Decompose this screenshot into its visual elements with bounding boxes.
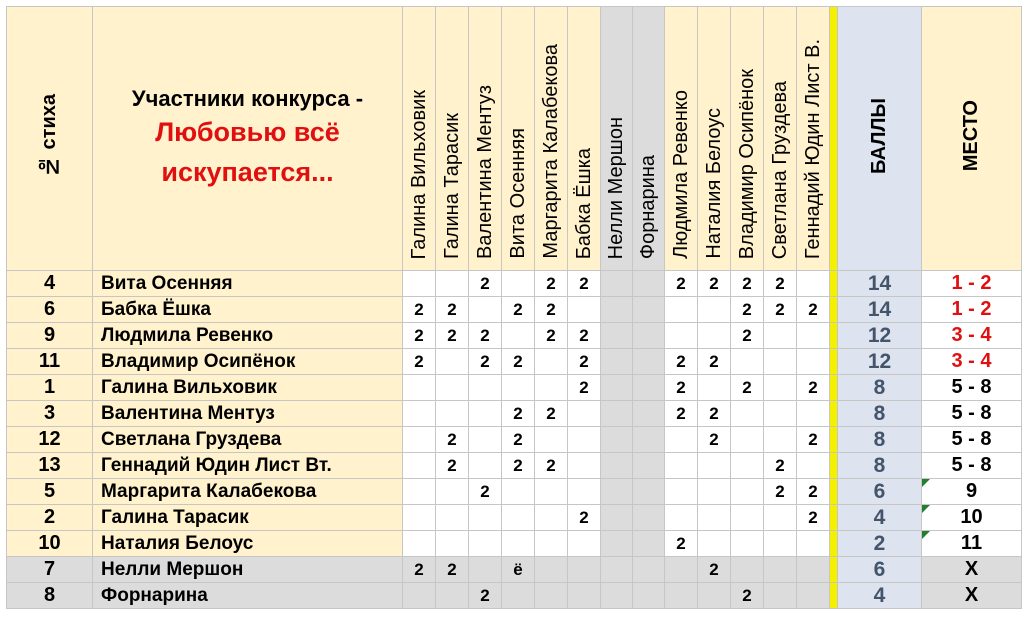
vote-cell (601, 453, 633, 479)
vote-cell: 2 (502, 401, 535, 427)
vote-cell (698, 531, 731, 557)
place-cell (922, 557, 1022, 583)
vote-cell (633, 323, 665, 349)
place-cell (922, 271, 1022, 297)
vote-cell: 2 (403, 297, 436, 323)
vote-cell (698, 323, 731, 349)
vote-cell (698, 583, 731, 609)
vote-cell (502, 375, 535, 401)
place-value: X (964, 584, 979, 606)
place-value: 10 (960, 506, 983, 528)
poem-number: 2 (7, 505, 93, 531)
vote-cell (469, 453, 502, 479)
separator-cell (830, 505, 838, 531)
vote-cell: 2 (764, 479, 797, 505)
separator-cell (830, 557, 838, 583)
score-cell: 4 (838, 583, 922, 609)
vote-cell (764, 375, 797, 401)
score-header: БАЛЛЫ (838, 7, 922, 271)
vote-cell (436, 375, 469, 401)
vote-cell (633, 583, 665, 609)
vote-cell: 2 (568, 505, 601, 531)
vote-cell (535, 583, 568, 609)
vote-cell: 2 (535, 271, 568, 297)
vote-cell: 2 (469, 349, 502, 375)
vote-cell (502, 271, 535, 297)
table-row (7, 323, 1022, 349)
vote-cell (731, 401, 764, 427)
vote-cell: 2 (403, 349, 436, 375)
judge-header: Галина Тарасик (436, 7, 469, 271)
table-row (7, 375, 1022, 401)
judge-header: Бабка Ёшка (568, 7, 601, 271)
participant-name: Людмила Ревенко (93, 323, 403, 349)
poem-number: 9 (7, 323, 93, 349)
participant-name: Бабка Ёшка (93, 297, 403, 323)
results-table (6, 6, 1022, 609)
vote-cell: 2 (436, 323, 469, 349)
score-cell: 8 (838, 375, 922, 401)
vote-cell (535, 427, 568, 453)
vote-cell: 2 (502, 297, 535, 323)
vote-cell (436, 531, 469, 557)
table-row (7, 531, 1022, 557)
vote-cell (502, 479, 535, 505)
participant-name: Галина Тарасик (93, 505, 403, 531)
vote-cell (535, 505, 568, 531)
vote-cell: 2 (731, 271, 764, 297)
table-row (7, 557, 1022, 583)
vote-cell (469, 375, 502, 401)
vote-cell (797, 271, 830, 297)
contest-title-line2: Любовью всё (155, 116, 340, 147)
vote-cell (731, 557, 764, 583)
vote-cell (502, 531, 535, 557)
separator-cell (830, 349, 838, 375)
score-cell: 8 (838, 401, 922, 427)
vote-cell (568, 479, 601, 505)
place-value: 9 (965, 480, 978, 502)
vote-cell (601, 479, 633, 505)
vote-cell (469, 297, 502, 323)
vote-cell: 2 (764, 453, 797, 479)
vote-cell (601, 427, 633, 453)
poem-number: 13 (7, 453, 93, 479)
vote-cell: 2 (665, 349, 698, 375)
vote-cell (797, 401, 830, 427)
vote-cell (633, 479, 665, 505)
vote-cell (601, 297, 633, 323)
vote-cell: 2 (403, 323, 436, 349)
vote-cell (633, 557, 665, 583)
vote-cell: 2 (469, 323, 502, 349)
vote-cell: 2 (698, 271, 731, 297)
poem-number: 7 (7, 557, 93, 583)
vote-cell (502, 583, 535, 609)
vote-cell (502, 505, 535, 531)
vote-cell (436, 271, 469, 297)
vote-cell (633, 531, 665, 557)
vote-cell (403, 479, 436, 505)
poem-number: 8 (7, 583, 93, 609)
vote-cell: 2 (436, 453, 469, 479)
vote-cell (469, 401, 502, 427)
vote-cell (469, 427, 502, 453)
place-cell (922, 583, 1022, 609)
table-row (7, 583, 1022, 609)
separator-cell (830, 583, 838, 609)
separator-cell (830, 401, 838, 427)
vote-cell (797, 349, 830, 375)
vote-cell (601, 271, 633, 297)
vote-cell (568, 531, 601, 557)
judge-header: Геннадий Юдин Лист В. (797, 7, 830, 271)
place-cell (922, 401, 1022, 427)
vote-cell (403, 375, 436, 401)
vote-cell: 2 (502, 349, 535, 375)
score-cell: 12 (838, 349, 922, 375)
vote-cell (764, 531, 797, 557)
vote-cell: 2 (502, 427, 535, 453)
vote-cell: 2 (698, 427, 731, 453)
vote-cell (601, 557, 633, 583)
contest-title-line1: Участники конкурса - (131, 85, 364, 111)
participant-name: Светлана Груздева (93, 427, 403, 453)
vote-cell: 2 (436, 427, 469, 453)
vote-cell: 2 (568, 323, 601, 349)
place-cell (922, 297, 1022, 323)
place-value: 5 - 8 (951, 454, 992, 476)
vote-cell: 2 (797, 375, 830, 401)
vote-cell: 2 (502, 453, 535, 479)
comment-marker-icon (922, 479, 930, 487)
participant-name: Наталия Белоус (93, 531, 403, 557)
vote-cell (633, 505, 665, 531)
vote-cell (665, 505, 698, 531)
vote-cell (633, 401, 665, 427)
separator-cell (830, 427, 838, 453)
vote-cell (403, 401, 436, 427)
place-value: 5 - 8 (951, 376, 992, 398)
place-cell (922, 375, 1022, 401)
vote-cell: 2 (436, 557, 469, 583)
vote-cell: 2 (436, 297, 469, 323)
judge-header: Форнарина (633, 7, 665, 271)
vote-cell (436, 505, 469, 531)
vote-cell (403, 427, 436, 453)
table-row (7, 349, 1022, 375)
vote-cell (764, 557, 797, 583)
place-cell (922, 531, 1022, 557)
vote-cell: 2 (469, 583, 502, 609)
vote-cell: 2 (535, 401, 568, 427)
vote-cell: 2 (665, 401, 698, 427)
vote-cell (731, 479, 764, 505)
participant-name: Маргарита Калабекова (93, 479, 403, 505)
vote-cell (403, 531, 436, 557)
vote-cell (797, 583, 830, 609)
vote-cell: 2 (797, 479, 830, 505)
vote-cell: 2 (535, 297, 568, 323)
judge-header: Владимир Осипёнок (731, 7, 764, 271)
vote-cell: 2 (568, 375, 601, 401)
vote-cell (698, 375, 731, 401)
vote-cell: 2 (535, 453, 568, 479)
separator-cell (830, 297, 838, 323)
vote-cell (665, 427, 698, 453)
poem-number: 4 (7, 271, 93, 297)
table-row (7, 297, 1022, 323)
place-value: 1 - 2 (951, 298, 992, 320)
vote-cell: 2 (469, 479, 502, 505)
score-cell: 2 (838, 531, 922, 557)
vote-cell (665, 479, 698, 505)
vote-cell: 2 (535, 323, 568, 349)
score-cell: 12 (838, 323, 922, 349)
vote-cell (731, 453, 764, 479)
vote-cell (731, 505, 764, 531)
table-row (7, 505, 1022, 531)
comment-marker-icon (922, 505, 930, 513)
participant-name: Нелли Мершон (93, 557, 403, 583)
vote-cell (403, 453, 436, 479)
separator-cell (830, 271, 838, 297)
separator-cell (830, 453, 838, 479)
vote-cell (403, 583, 436, 609)
vote-cell: 2 (764, 271, 797, 297)
vote-cell: 2 (469, 271, 502, 297)
vote-cell: 2 (731, 583, 764, 609)
vote-cell (633, 297, 665, 323)
vote-cell (568, 401, 601, 427)
vote-cell (665, 323, 698, 349)
vote-cell: 2 (698, 557, 731, 583)
vote-cell (665, 453, 698, 479)
vote-cell (535, 375, 568, 401)
vote-cell (568, 557, 601, 583)
place-header: МЕСТО (922, 7, 1022, 271)
participant-name: Вита Осенняя (93, 271, 403, 297)
vote-cell (535, 557, 568, 583)
separator-cell (830, 479, 838, 505)
vote-cell (764, 349, 797, 375)
place-cell (922, 453, 1022, 479)
vote-cell (797, 323, 830, 349)
vote-cell: 2 (731, 323, 764, 349)
poem-number: 12 (7, 427, 93, 453)
place-value: 3 - 4 (951, 350, 992, 372)
vote-cell (568, 453, 601, 479)
vote-cell: 2 (665, 531, 698, 557)
vote-cell (764, 401, 797, 427)
vote-cell: 2 (797, 297, 830, 323)
vote-cell: 2 (665, 375, 698, 401)
vote-cell (436, 401, 469, 427)
vote-cell (665, 557, 698, 583)
place-cell (922, 479, 1022, 505)
vote-cell: ё (502, 557, 535, 583)
vote-cell (601, 505, 633, 531)
vote-cell (764, 583, 797, 609)
score-cell: 6 (838, 479, 922, 505)
vote-cell (633, 375, 665, 401)
vote-cell (633, 427, 665, 453)
poem-number: 3 (7, 401, 93, 427)
vote-cell (633, 271, 665, 297)
vote-cell (731, 427, 764, 453)
place-value: 3 - 4 (951, 324, 992, 346)
vote-cell (469, 531, 502, 557)
poem-number: 11 (7, 349, 93, 375)
separator-cell (830, 531, 838, 557)
score-cell: 14 (838, 271, 922, 297)
place-cell (922, 323, 1022, 349)
vote-cell: 2 (731, 375, 764, 401)
separator-column (830, 7, 838, 271)
vote-cell (436, 583, 469, 609)
vote-cell (764, 323, 797, 349)
vote-cell (764, 505, 797, 531)
vote-cell (665, 297, 698, 323)
place-cell (922, 349, 1022, 375)
vote-cell (698, 453, 731, 479)
vote-cell (403, 271, 436, 297)
vote-cell (601, 323, 633, 349)
participant-name: Галина Вильховик (93, 375, 403, 401)
separator-cell (830, 375, 838, 401)
vote-cell (502, 323, 535, 349)
judge-header: Нелли Мершон (601, 7, 633, 271)
poem-number: 1 (7, 375, 93, 401)
table-row (7, 401, 1022, 427)
vote-cell: 2 (698, 349, 731, 375)
score-cell: 8 (838, 453, 922, 479)
comment-marker-icon (922, 531, 930, 539)
score-cell: 14 (838, 297, 922, 323)
vote-cell (731, 349, 764, 375)
place-value: X (964, 558, 979, 580)
judge-header: Галина Вильховик (403, 7, 436, 271)
vote-cell: 2 (764, 297, 797, 323)
vote-cell (568, 297, 601, 323)
judge-header: Вита Осенняя (502, 7, 535, 271)
vote-cell: 2 (797, 505, 830, 531)
vote-cell: 2 (698, 401, 731, 427)
place-value: 5 - 8 (951, 428, 992, 450)
vote-cell (698, 479, 731, 505)
place-cell (922, 505, 1022, 531)
table-row (7, 427, 1022, 453)
vote-cell: 2 (568, 349, 601, 375)
table-row (7, 479, 1022, 505)
participant-name: Форнарина (93, 583, 403, 609)
poem-number: 5 (7, 479, 93, 505)
vote-cell (403, 505, 436, 531)
score-cell: 6 (838, 557, 922, 583)
judge-header: Валентина Ментуз (469, 7, 502, 271)
score-cell: 4 (838, 505, 922, 531)
vote-cell (731, 531, 764, 557)
vote-cell (601, 531, 633, 557)
place-value: 1 - 2 (951, 272, 992, 294)
vote-cell: 2 (568, 271, 601, 297)
score-cell: 8 (838, 427, 922, 453)
vote-cell (535, 479, 568, 505)
vote-cell (601, 375, 633, 401)
vote-cell (764, 427, 797, 453)
contest-title (93, 7, 403, 271)
vote-cell (568, 427, 601, 453)
poem-number-header: № стиха (7, 7, 93, 271)
vote-cell (797, 531, 830, 557)
vote-cell (436, 349, 469, 375)
judge-header: Наталия Белоус (698, 7, 731, 271)
vote-cell (698, 297, 731, 323)
vote-cell (797, 453, 830, 479)
vote-cell (469, 505, 502, 531)
judge-header: Маргарита Калабекова (535, 7, 568, 271)
judge-header: Светлана Груздева (764, 7, 797, 271)
vote-cell (797, 557, 830, 583)
separator-cell (830, 323, 838, 349)
vote-cell: 2 (665, 271, 698, 297)
vote-cell (535, 349, 568, 375)
vote-cell: 2 (403, 557, 436, 583)
table-row (7, 453, 1022, 479)
poem-number: 6 (7, 297, 93, 323)
vote-cell (469, 557, 502, 583)
participant-name: Валентина Ментуз (93, 401, 403, 427)
vote-cell: 2 (797, 427, 830, 453)
vote-cell: 2 (731, 297, 764, 323)
poem-number: 10 (7, 531, 93, 557)
contest-title-line3: искупается... (161, 156, 334, 187)
vote-cell (698, 505, 731, 531)
vote-cell (535, 531, 568, 557)
participant-name: Владимир Осипёнок (93, 349, 403, 375)
vote-cell (436, 479, 469, 505)
vote-cell (601, 401, 633, 427)
vote-cell (568, 583, 601, 609)
judge-header: Людмила Ревенко (665, 7, 698, 271)
vote-cell (665, 583, 698, 609)
vote-cell (601, 349, 633, 375)
place-value: 5 - 8 (951, 402, 992, 424)
vote-cell (633, 453, 665, 479)
participant-name: Геннадий Юдин Лист Вт. (93, 453, 403, 479)
vote-cell (601, 583, 633, 609)
table-row (7, 271, 1022, 297)
place-cell (922, 427, 1022, 453)
place-value: 11 (960, 532, 983, 554)
vote-cell (633, 349, 665, 375)
